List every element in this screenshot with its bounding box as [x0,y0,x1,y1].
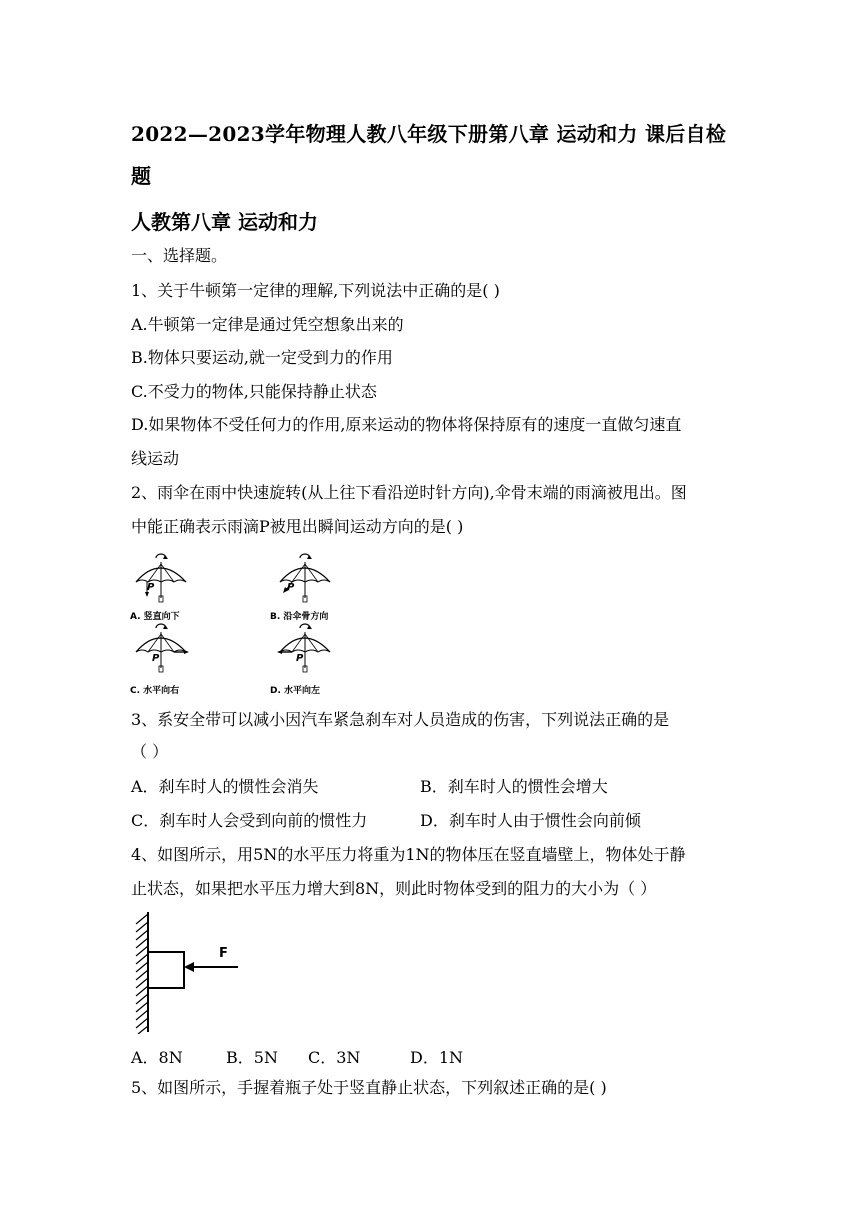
q4-option-a: A．8N [131,1048,183,1067]
q1-option-d-line1: D.如果物体不受任何力的作用,原来运动的物体将保持原有的速度一直做匀速直 [131,415,682,434]
force-label: F [219,946,228,961]
q1-option-d-line2: 线运动 [131,449,180,468]
q4-option-d: D．1N [410,1048,464,1067]
q3-option-a: A．刹车时人的惯性会消失 [131,777,319,796]
umbrella-a-caption: A. 竖直向下 [130,612,180,622]
q3-option-c: C．刹车时人会受到向前的惯性力 [131,811,368,830]
q3-option-d: D．刹车时人由于惯性会向前倾 [420,811,641,830]
q3-option-b: B．刹车时人的惯性会增大 [420,777,608,796]
q4-stem-line1: 4、如图所示，用5N的水平压力将重为1N的物体压在竖直墙壁上，物体处于静 [131,845,686,864]
q5-stem: 5、如图所示，手握着瓶子处于竖直静止状态，下列叙述正确的是( ) [131,1078,607,1097]
wall-block-figure [126,910,246,1034]
q4-option-b: B．5N [226,1048,278,1067]
q3-stem-line2: （ ） [131,742,169,761]
q2-stem-line1: 2、雨伞在雨中快速旋转(从上往下看沿逆时针方向),伞骨末端的雨滴被甩出。图 [131,483,687,502]
q1-option-c: C.不受力的物体,只能保持静止状态 [131,382,377,401]
q4-option-c: C．3N [308,1048,361,1067]
document-title-line1: 2022—2023学年物理人教八年级下册第八章 运动和力 课后自检 [131,122,727,146]
q3-stem-line1: 3、系安全带可以减小因汽车紧急刹车对人员造成的伤害，下列说法正确的是 [131,710,670,729]
document-title-line2: 题 [131,164,152,188]
q4-stem-line2: 止状态，如果把水平压力增大到8N，则此时物体受到的阻力的大小为（ ） [131,879,657,898]
q1-option-b: B.物体只要运动,就一定受到力的作用 [131,348,393,367]
part-heading: 一、选择题。 [131,246,228,265]
q2-stem-line2: 中能正确表示雨滴P被甩出瞬间运动方向的是( ) [131,517,464,536]
umbrella-figure-b [272,550,336,610]
umbrella-b-caption: B. 沿伞骨方向 [270,612,329,622]
umbrella-a-point-label: P [147,582,155,593]
umbrella-figure-a [128,550,192,610]
q1-stem: 1、关于牛顿第一定律的理解,下列说法中正确的是( ) [131,281,500,300]
q1-option-a: A.牛顿第一定律是通过凭空想象出来的 [131,315,404,334]
umbrella-d-caption: D. 水平向左 [270,686,321,696]
section-heading: 人教第八章 运动和力 [131,210,318,234]
umbrella-c-caption: C. 水平向右 [130,686,180,696]
umbrella-b-point-label: P [287,582,295,593]
umbrella-d-point-label: P [296,653,304,664]
umbrella-figure-d [272,620,336,680]
umbrella-c-point-label: P [152,653,160,664]
umbrella-figure-c [128,620,192,680]
